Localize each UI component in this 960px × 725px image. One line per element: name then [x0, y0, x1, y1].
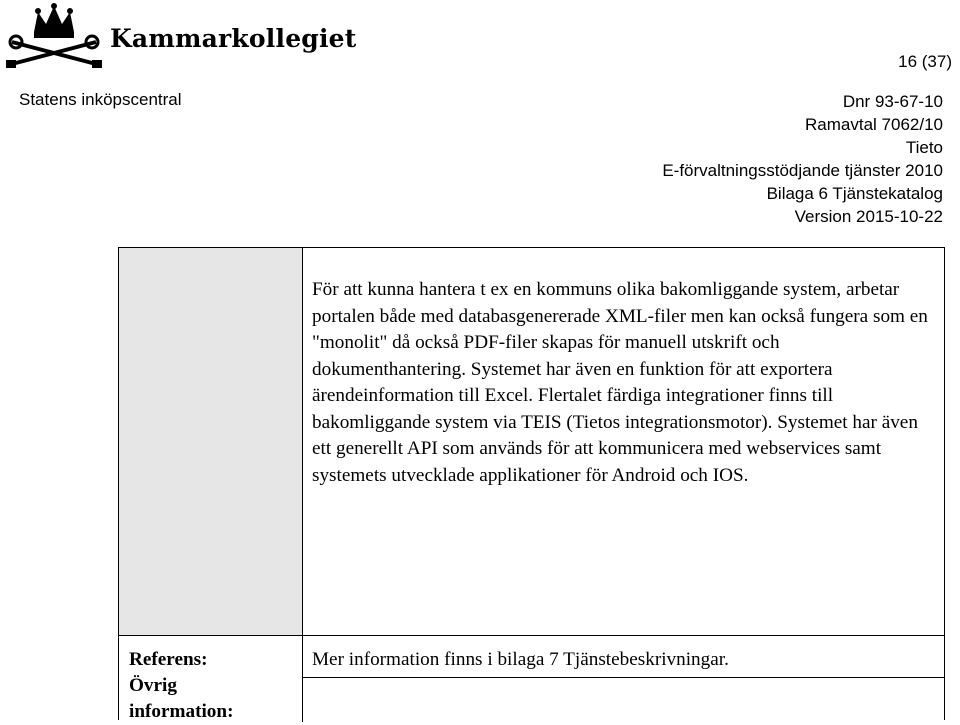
meta-service: E-förvaltningsstödjande tjänster 2010 [662, 161, 943, 180]
service-table [118, 247, 945, 720]
meta-supplier: Tieto [905, 138, 943, 157]
reference-label [129, 647, 299, 725]
kammarkollegiet-logo [4, 2, 357, 74]
description-paragraph: För att kunna hantera t ex en kommuns olika bakomliggande system, arbetar portalen både med databasgenererade XML-filer men kan också fungera som en "monolit" då också PDF-filer skapas för manuell utskrift och dokumenthantering. Systemet har även en funktion för att exportera ärendeinformation till Excel. Flertalet färdiga integrationer finns till bakomliggande system via TEIS (Tietos integrationsmotor). Systemet har även ett generellt API som används för att kommunicera med webservices samt systemets utvecklade applikationer för Android och IOS. [312, 279, 928, 486]
meta-dnr: Dnr 93-67-10 [842, 92, 943, 111]
table-label-cell [119, 248, 303, 635]
page-number: 16 (37) [898, 52, 952, 71]
meta-attachment: Bilaga 6 Tjänstekatalog [766, 184, 943, 203]
organization-name: Statens inköpscentral [19, 90, 182, 109]
meta-version: Version 2015-10-22 [794, 207, 943, 226]
cell-divider [303, 677, 944, 678]
reference-label-line: Referens: [129, 649, 208, 670]
logo-wordmark: Kammarkollegiet [110, 24, 357, 53]
crown-keys-icon [4, 2, 108, 74]
meta-ramavtal: Ramavtal 7062/10 [805, 115, 943, 134]
description-cell [312, 277, 934, 489]
reference-value: Mer information finns i bilaga 7 Tjänstebeskrivningar. [312, 649, 729, 670]
document-meta [543, 90, 943, 228]
reference-label-line: information: [129, 701, 234, 722]
reference-label-line: Övrig [129, 675, 177, 696]
